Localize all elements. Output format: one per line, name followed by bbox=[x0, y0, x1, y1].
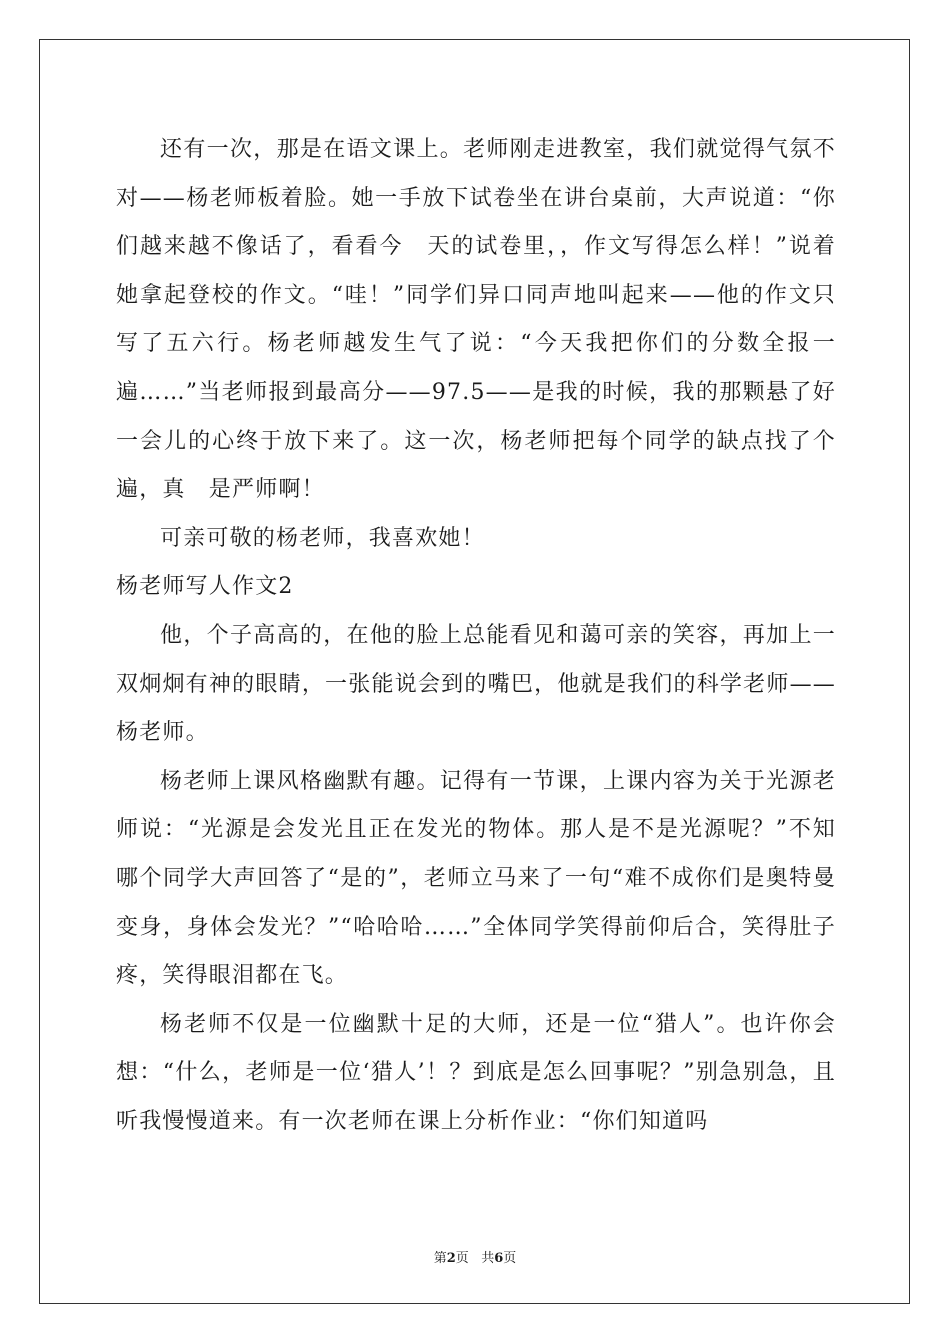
paragraph-1: 还有一次，那是在语文课上。老师刚走进教室，我们就觉得气氛不对——杨老师板着脸。她一手放下试卷坐在讲台桌前，大声说道：“你们越来越不像话了，看看今 天的试卷里，，作文写得怎么样！”说着她拿起登校的作文。“哇！”同学们异口同声地叫起来——他的作文只写了五六行。杨老师越发生气了说：“今天我把你们的分数全报一遍……”当老师报到最高分——97.5——是我的时候，我的那颗悬了好一会儿的心终于放下来了。这一次，杨老师把每个同学的缺点找了个遍，真 是严师啊！ bbox=[116, 137, 836, 503]
document-body bbox=[116, 126, 836, 1146]
page-footer bbox=[0, 1247, 950, 1266]
footer-total-prefix: 共 bbox=[481, 1251, 495, 1266]
paragraph-3: 他，个子高高的，在他的脸上总能看见和蔼可亲的笑容，再加上一双炯炯有神的眼睛，一张能说会到的嘴巴，他就是我们的科学老师——杨老师。 bbox=[116, 622, 836, 746]
footer-page-suffix: 页 bbox=[455, 1251, 469, 1266]
section-heading: 杨老师写人作文2 bbox=[116, 574, 294, 600]
paragraph-2: 可亲可敬的杨老师，我喜欢她！ bbox=[160, 525, 485, 551]
footer-total-pages: 6 bbox=[494, 1251, 504, 1266]
footer-page-number: 2 bbox=[446, 1251, 456, 1266]
paragraph-5: 杨老师不仅是一位幽默十足的大师，还是一位“猎人”。也许你会想：“什么，老师是一位‘猎人’！？到底是怎么回事呢？”别急别急，且听我慢慢道来。有一次老师在课上分析作业：“你们知道吗 bbox=[116, 1011, 836, 1134]
footer-total-suffix: 页 bbox=[503, 1251, 517, 1266]
footer-prefix: 第 bbox=[433, 1251, 447, 1266]
paragraph-4: 杨老师上课风格幽默有趣。记得有一节课，上课内容为关于光源老师说：“光源是会发光且正在发光的物体。那人是不是光源呢？”不知哪个同学大声回答了“是的”，老师立马来了一句“难不成你们是奥特曼变身，身体会发光？”“哈哈哈……”全体同学笑得前仰后合，笑得肚子疼，笑得眼泪都在飞。 bbox=[116, 768, 836, 989]
